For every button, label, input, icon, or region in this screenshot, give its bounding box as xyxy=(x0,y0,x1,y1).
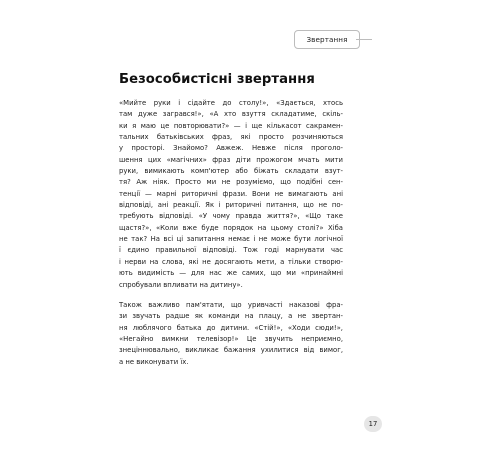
text-line: спробували впливати на дитину». xyxy=(119,280,243,289)
text-line: не так? На всі ці запитання немає і не може бути логічної xyxy=(119,235,343,244)
text-line: зи звучать радше як команди на плацу, а не звертан- xyxy=(119,312,343,321)
text-line: а не виконувати їх. xyxy=(119,357,189,366)
text-line: щастя?», «Коли вже буде порядок на цьому столі?» Хіба xyxy=(119,223,343,232)
text-line: «Негайно вимкни телевізор!» Це звучить неприємно, xyxy=(119,334,343,343)
text-line: ють видимість — для нас же самих, що ми «принаймні xyxy=(119,269,343,278)
paragraph xyxy=(119,98,343,291)
text-line: знеціннювально, викликає бажання ухилитися від вимог, xyxy=(119,346,343,355)
text-line: шення цих «магічних» фраз діти прожогом мчать мити xyxy=(119,155,343,164)
page-title: Безособистісні звертання xyxy=(119,72,315,87)
text-line: тальних батьківських фраз, які просто розчиняються xyxy=(119,133,343,142)
text-line: «Мийте руки і сідайте до столу!», «Здається, хтось xyxy=(119,99,343,107)
text-line: руки, вимикають комп'ютер або біжать складати взут- xyxy=(119,167,343,176)
section-label-rule xyxy=(356,39,372,40)
page-number-badge: 17 xyxy=(364,416,382,432)
paragraph xyxy=(119,300,343,368)
text-line: ки я маю це повторювати?» — і ще кількасот сакрамен- xyxy=(119,121,343,130)
text-line: відповіді, ані реакції. Як і риторичні питання, що не по- xyxy=(119,201,343,210)
text-line: і нерви на слова, які не досягають мети, а тільки створю- xyxy=(119,257,343,266)
text-line: ня люблячого батька до дитини. «Стій!», «Ходи сюди!», xyxy=(119,323,343,332)
section-label: Звертання xyxy=(294,30,360,49)
body-text xyxy=(119,98,343,377)
text-line: ї єдино правильної відповіді. Тож годі марнувати час xyxy=(119,246,343,255)
text-line: тенції — марні риторичні фрази. Вони не вимагають ані xyxy=(119,189,343,198)
text-line: тя? Аж ніяк. Просто ми не розуміємо, що подібні сен- xyxy=(119,178,343,187)
text-line: там дуже загрався!», «А хто взуття складатиме, скіль- xyxy=(119,110,343,119)
text-line: у просторі. Знайомо? Авжеж. Невже після проголо- xyxy=(119,144,343,153)
text-line: требують відповіді. «У чому правда життя?», «Що таке xyxy=(119,212,343,221)
text-line: Також важливо пам'ятати, що уривчасті наказові фра- xyxy=(119,300,343,309)
